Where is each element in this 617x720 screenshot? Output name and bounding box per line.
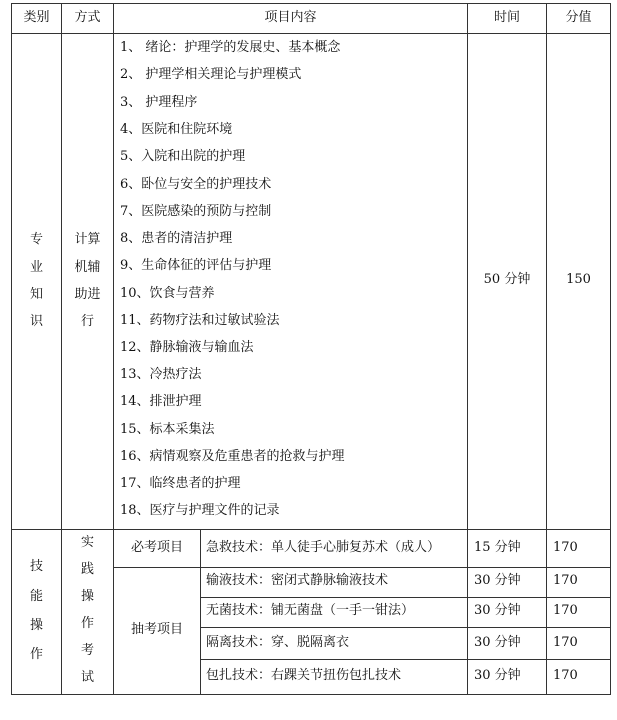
skill-time: 30 分钟 [474, 635, 521, 650]
theory-item: 4、医院和住院环境 [120, 122, 233, 137]
skill-score: 170 [553, 573, 578, 588]
theory-time: 50 分钟 [483, 272, 531, 287]
theory-item: 18、医疗与护理文件的记录 [120, 503, 280, 518]
theory-item: 9、生命体征的评估与护理 [120, 258, 272, 273]
optional-items-label: 抽考项目 [130, 622, 183, 637]
skill-method-char: 践 [80, 562, 94, 577]
row-divider [200, 627, 611, 628]
skill-method-char: 试 [80, 670, 94, 685]
column-divider [200, 529, 201, 695]
skill-method-char: 实 [80, 535, 94, 550]
header-category: 类别 [23, 10, 50, 25]
theory-item: 8、患者的清洁护理 [120, 231, 233, 246]
skill-content: 隔离技术：穿、脱隔离衣 [206, 635, 350, 650]
header-divider [11, 33, 611, 34]
theory-item: 7、医院感染的预防与控制 [120, 204, 272, 219]
header-time: 时间 [493, 10, 520, 25]
row-divider [200, 659, 611, 660]
skill-category-char: 作 [29, 647, 43, 662]
skill-method-char: 作 [80, 616, 94, 631]
theory-item: 11、药物疗法和过敏试验法 [120, 313, 280, 328]
skill-method-char: 考 [80, 643, 94, 658]
skill-score: 170 [553, 635, 578, 650]
theory-item: 12、静脉输液与输血法 [120, 340, 254, 355]
theory-method-line: 助进 [74, 287, 101, 302]
skill-category-char: 技 [29, 559, 43, 574]
theory-item: 5、入院和出院的护理 [120, 149, 246, 164]
section-divider [11, 529, 611, 530]
theory-item: 3、 护理程序 [120, 95, 198, 110]
skill-content: 急救技术：单人徒手心肺复苏术（成人） [206, 540, 441, 555]
table-border-bottom [11, 694, 611, 695]
skill-content: 输液技术：密闭式静脉输液技术 [206, 573, 389, 588]
column-divider [546, 3, 547, 695]
theory-item: 14、排泄护理 [120, 394, 202, 409]
theory-item: 15、标本采集法 [120, 422, 215, 437]
theory-item: 10、饮食与营养 [120, 286, 215, 301]
header-score: 分值 [565, 10, 592, 25]
skill-score: 170 [553, 540, 578, 555]
theory-item: 16、病情观察及危重患者的抢救与护理 [120, 449, 345, 464]
column-divider [467, 3, 468, 695]
header-content: 项目内容 [264, 10, 317, 25]
skill-content: 包扎技术：右踝关节扭伤包扎技术 [206, 668, 402, 683]
theory-category-char: 知 [29, 287, 43, 302]
theory-item: 6、卧位与安全的护理技术 [120, 177, 272, 192]
theory-item: 13、冷热疗法 [120, 367, 202, 382]
theory-method-line: 机辅 [74, 260, 101, 275]
table-border-right [610, 3, 611, 695]
theory-item: 17、临终患者的护理 [120, 476, 241, 491]
theory-item: 1、 绪论：护理学的发展史、基本概念 [120, 40, 341, 55]
skill-category-char: 操 [29, 618, 43, 633]
theory-method-line: 计算 [74, 232, 101, 247]
theory-category-char: 识 [29, 314, 43, 329]
column-divider [113, 3, 114, 695]
theory-category-char: 业 [29, 260, 43, 275]
row-divider [200, 597, 611, 598]
skill-method-char: 操 [80, 589, 94, 604]
row-divider [113, 567, 611, 568]
table-border-top [11, 3, 611, 4]
skill-time: 30 分钟 [474, 668, 521, 683]
skill-time: 30 分钟 [474, 573, 521, 588]
skill-score: 170 [553, 668, 578, 683]
required-items-label: 必考项目 [130, 540, 183, 555]
skill-time: 30 分钟 [474, 603, 521, 618]
skill-time: 15 分钟 [474, 540, 521, 555]
theory-item: 2、 护理学相关理论与护理模式 [120, 67, 302, 82]
theory-category-char: 专 [29, 232, 43, 247]
header-method: 方式 [74, 10, 101, 25]
skill-category-char: 能 [29, 589, 43, 604]
theory-score: 150 [566, 272, 591, 287]
skill-content: 无菌技术：铺无菌盘（一手一钳法） [206, 603, 415, 618]
theory-method-line: 行 [80, 314, 94, 329]
skill-score: 170 [553, 603, 578, 618]
